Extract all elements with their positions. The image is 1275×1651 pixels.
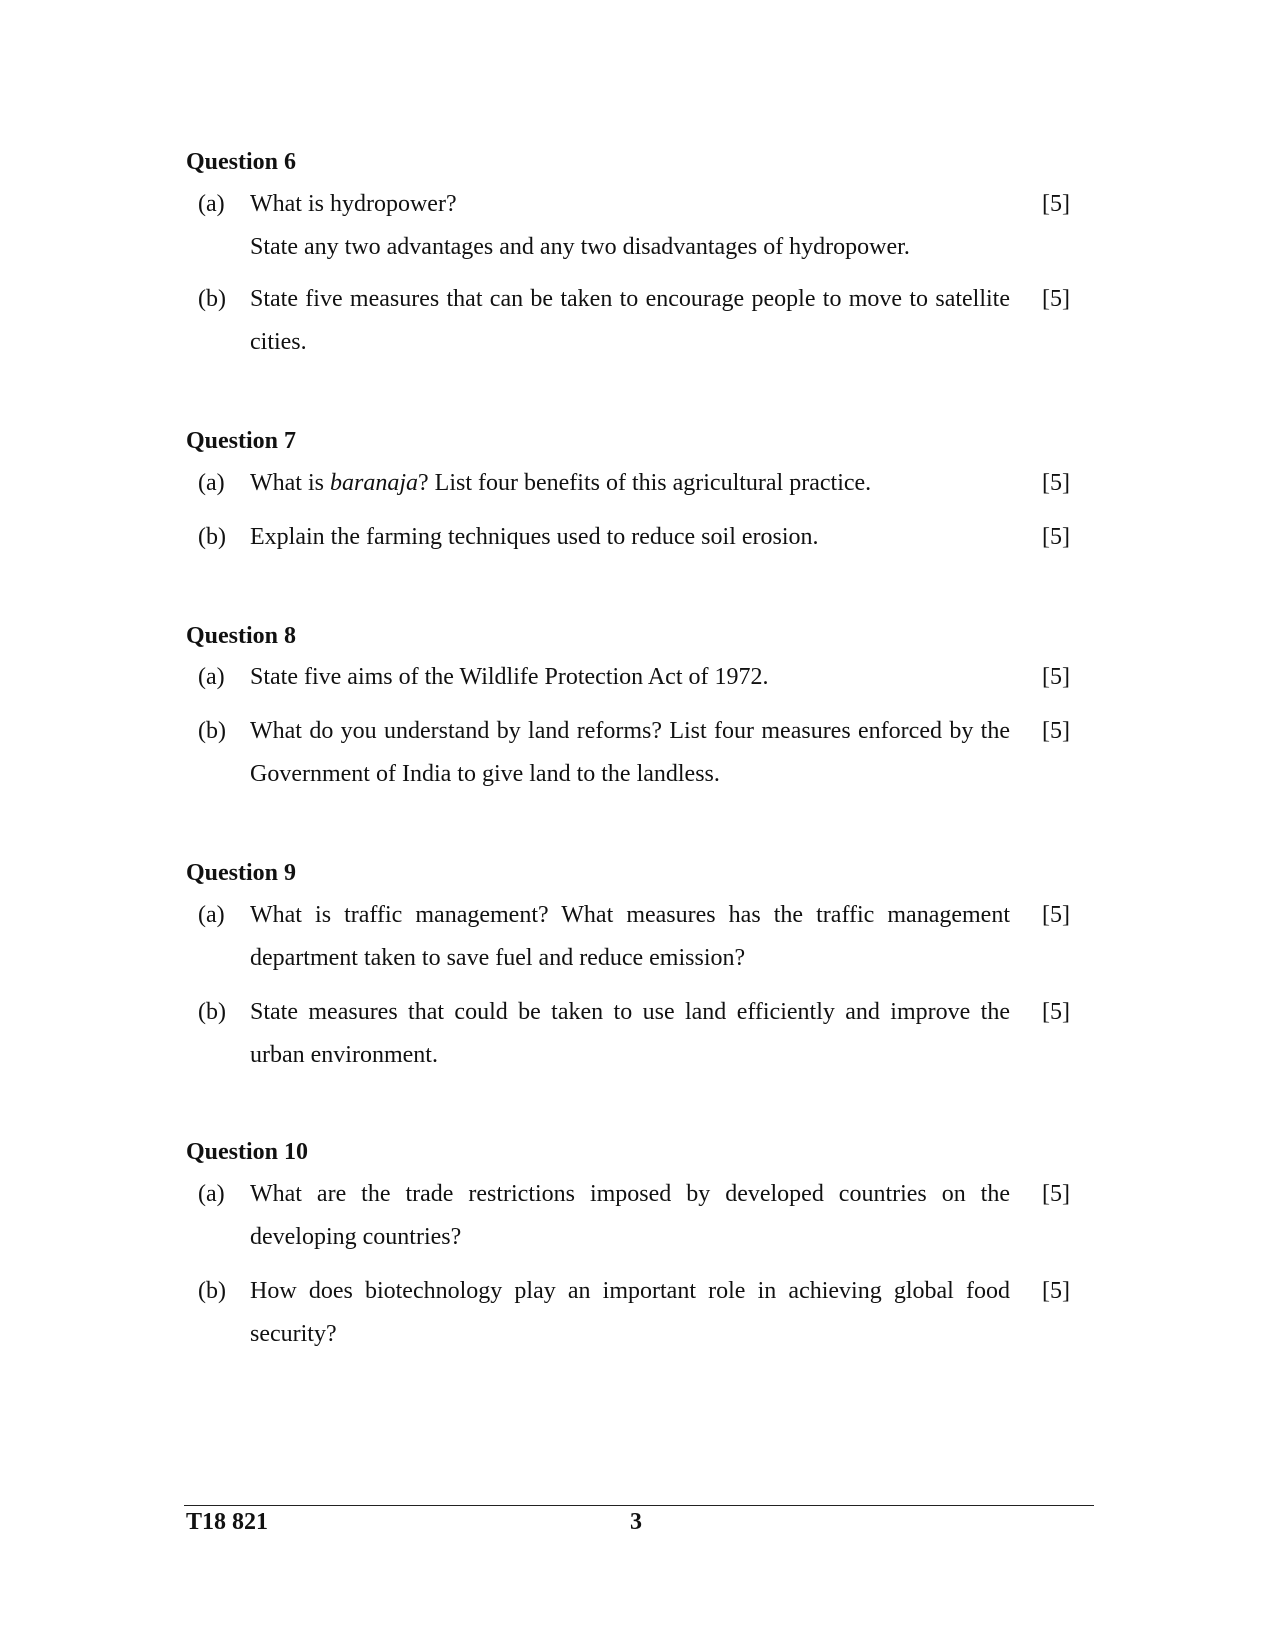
text-segment: ? List four benefits of this agricultural practice. (418, 470, 872, 496)
part-text: What are the trade restrictions imposed by developed countries on the developing countries? (250, 1181, 1010, 1250)
part-text: What is traffic management? What measures has the traffic management department taken to save fuel and reduce emission? (250, 902, 1010, 971)
part-label: (b) (198, 718, 226, 744)
part-label: (b) (198, 524, 226, 550)
part-label: (b) (198, 1278, 226, 1304)
marks: [5] (1042, 191, 1070, 217)
footer-paper-code: T18 821 (186, 1509, 269, 1535)
part-label: (a) (198, 191, 225, 217)
part-text: How does biotechnology play an important role in achieving global food security? (250, 1278, 1010, 1347)
marks: [5] (1042, 470, 1070, 496)
part-label: (b) (198, 286, 226, 312)
part-text-line-2: State any two advantages and any two disadvantages of hydropower. (250, 234, 910, 260)
question-8-heading: Question 8 (186, 623, 297, 649)
text-segment: What is (250, 470, 330, 496)
marks: [5] (1042, 1181, 1070, 1207)
part-label: (a) (198, 664, 225, 690)
part-text-line-1: What is hydropower? (250, 191, 457, 217)
question-6-heading: Question 6 (186, 149, 297, 175)
part-text: State five aims of the Wildlife Protection Act of 1972. (250, 664, 769, 690)
marks: [5] (1042, 524, 1070, 550)
question-10-heading: Question 10 (186, 1139, 309, 1165)
part-text: State five measures that can be taken to encourage people to move to satellite cities. (250, 286, 1010, 355)
footer-divider (184, 1505, 1094, 1506)
part-text: Explain the farming techniques used to reduce soil erosion. (250, 524, 819, 550)
marks: [5] (1042, 902, 1070, 928)
part-label: (a) (198, 902, 225, 928)
part-text (250, 462, 1010, 505)
part-text: What do you understand by land reforms? List four measures enforced by the Government of India to give land to the landless. (250, 718, 1010, 787)
part-label: (a) (198, 1181, 225, 1207)
italic-term: baranaja (329, 470, 418, 496)
marks: [5] (1042, 999, 1070, 1025)
marks: [5] (1042, 664, 1070, 690)
question-7-heading: Question 7 (186, 428, 297, 454)
question-9-heading: Question 9 (186, 860, 297, 886)
part-label: (a) (198, 470, 225, 496)
part-text: State measures that could be taken to use land efficiently and improve the urban environment. (250, 999, 1010, 1068)
part-text (250, 183, 1010, 269)
footer-page-number: 3 (630, 1509, 642, 1535)
part-label: (b) (198, 999, 226, 1025)
marks: [5] (1042, 718, 1070, 744)
marks: [5] (1042, 1278, 1070, 1304)
marks: [5] (1042, 286, 1070, 312)
